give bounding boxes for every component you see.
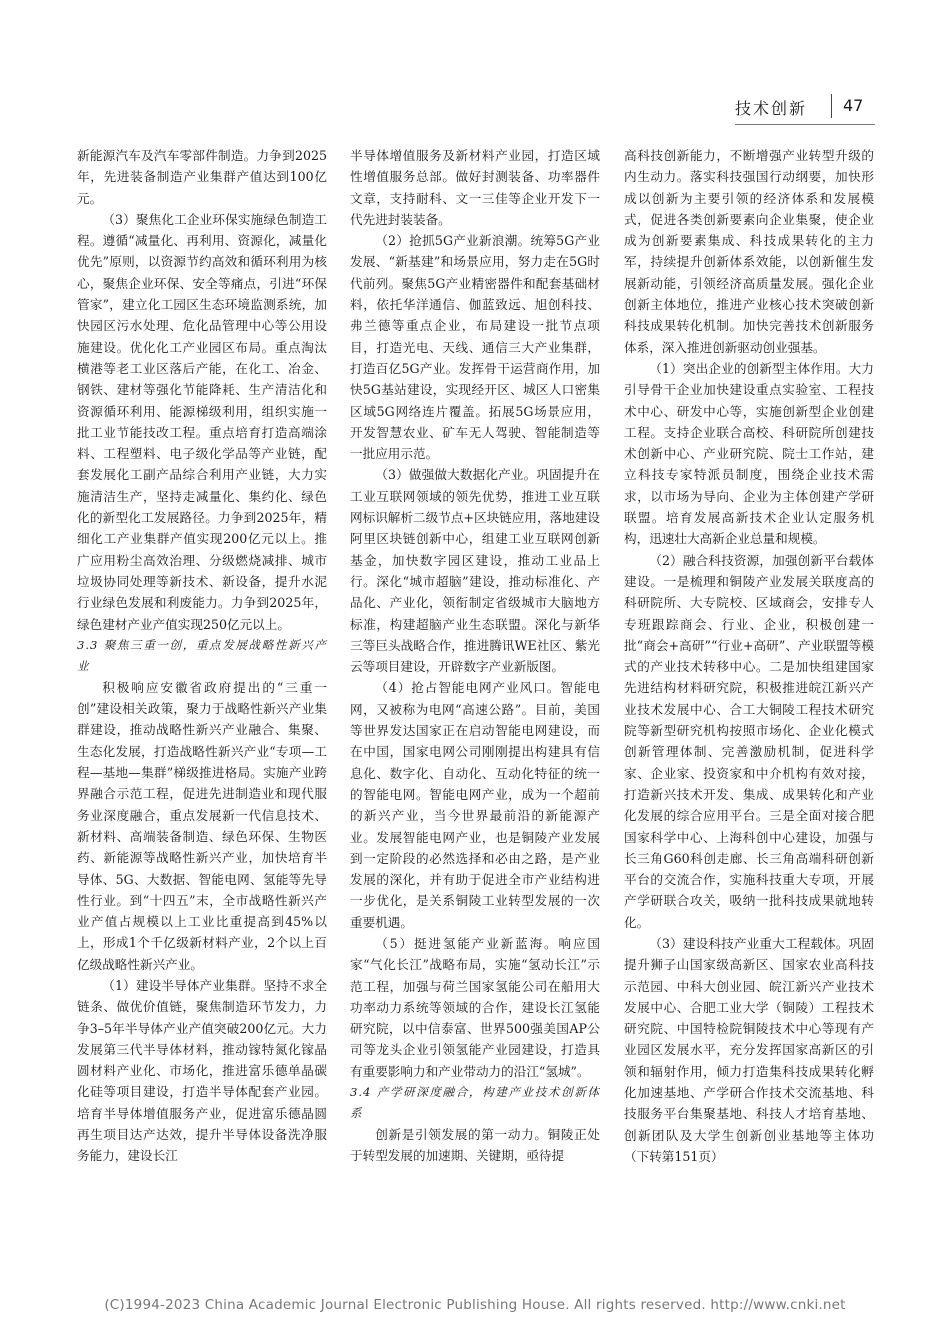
running-header (735, 94, 875, 124)
text-column-2 (350, 145, 600, 1167)
text-column-1 (77, 145, 327, 1167)
paragraph: 半导体增值服务及新材料产业园，打造区域性增值服务总部。做好封测装备、功率器件文章，支持耐科、文一三佳等企业开发下一代先进封装装备。 (350, 148, 600, 227)
section-heading: 3.3 聚焦三重一创，重点发展战略性新兴产业 (77, 637, 327, 673)
section-title: 技术创新 (735, 99, 808, 118)
header-rule (735, 124, 875, 125)
paragraph: 积极响应安徽省政府提出的“三重一创”建设相关政策，聚力于战略性新兴产业集群建设，推动战略性新兴产业融合、集聚、生态化发展，打造战略性新兴产业“专项—工程—基地—集群”梯级推进格局。实施产业跨界融合示范工程，促进先进制造业和现代服务业深度融合，重点发展新一代信息技术、新材料、高端装备制造、绿色环保、生物医药、新能源等战略性新兴产业，加快培育半导体、5G、大数据、智能电网、氢能等先导性行业。到“十四五”末，全市战略性新兴产业产值占规模以上工业比重提高到45%以上，形成1个千亿级新材料产业，2个以上百亿级战略性新兴产业。 (77, 679, 327, 972)
paragraph: 创新是引领发展的第一动力。铜陵正处于转型发展的加速期、关键期，亟待提 (350, 1127, 600, 1164)
header-divider (831, 94, 832, 118)
paragraph: （1）突出企业的创新型主体作用。大力引导骨干企业加快建设重点实验室、工程技术中心、研发中心等，实施创新型企业创建工程。支持企业联合高校、科研院所创建技术创新中心、产业研究院、院士工作站，建立科技专家特派员制度，围绕企业技术需求，以市场为导向、企业为主体创建产学研联盟。培育发展高新技术企业认定服务机构，迅速壮大高新企业总量和规模。 (624, 360, 874, 547)
page-number: 47 (843, 96, 864, 115)
paragraph: （5）挺进氢能产业新蓝海。响应国家“气化长江”战略布局，实施“氢动长江”示范工程，加强与荷兰国家氢能公司在船用大功率动力系统等领域的合作，建设长江氢能研究院，以中信泰富、世界500强美国AP公司等龙头企业引领氢能产业园建设，打造具有重要影响力和产业带动力的沿江“氢城”。 (350, 935, 600, 1079)
paragraph: 新能源汽车及汽车零部件制造。力争到2025年，先进装备制造产业集群产值达到100亿元。 (77, 148, 327, 206)
text-column-3 (624, 145, 874, 1167)
paragraph: （3）聚焦化工企业环保实施绿色制造工程。遵循“减量化、再利用、资源化，减量化优先”原则，以资源节约高效和循环利用为核心，聚焦企业环保、安全等痛点，引进“环保管家”，建立化工园区生态环境监测系统，加快园区污水处理、危化品管理中心等公用设施建设。优化化工产业园区布局。重点淘汰横港等老工业区落后产能，在化工、冶金、钢铁、建材等强化节能降耗、生产清洁化和资源循环利用、能源梯级利用，组织实施一批工业节能技改工程。重点培育打造高端涂料、工程塑料、电子级化学品等产业链，配套发展化工副产品综合利用产业链，大力实施清洁生产，坚持走减量化、集约化、绿色化的新型化工发展路径。力争到2025年，精细化工产业集群产值实现200亿元以上。推广应用粉尘高效治理、分级燃烧减排、城市垃圾协同处理等新技术、新设备，提升水泥行业绿色发展和利废能力。力争到2025年，绿色建材产业产值实现250亿元以上。 (77, 211, 327, 632)
paragraph: （2）抢抓5G产业新浪潮。统筹5G产业发展、“新基建”和场景应用，努力走在5G时代前列。聚焦5G产业精密器件和配套基础材料，依托华洋通信、伽蓝致远、旭创科技、弗兰德等重点企业，布局建设一批节点项目，打造光电、天线、通信三大产业集群，打造百亿5G产业。发挥骨干运营商作用，加快5G基站建设，实现经开区、城区人口密集区域5G网络连片覆盖。拓展5G场景应用，开发智慧农业、矿车无人驾驶、智能制造等一批应用示范。 (350, 233, 600, 462)
paragraph: （1）建设半导体产业集群。坚持不求全链条、做优价值链，聚焦制造环节发力，力争3–5年半导体产业产值突破200亿元。大力发展第三代半导体材料，推动镓特氮化镓晶圆材料产业化、市场化，推进富乐德单晶碳化硅等项目建设，打造半导体配套产业园。培育半导体增值服务产业，促进富乐德晶圆再生项目达产达效，提升半导体设备洗净服务能力，建设长江 (77, 977, 327, 1164)
paragraph: 高科技创新能力，不断增强产业转型升级的内生动力。落实科技强国行动纲要，加快形成以创新为主要引领的经济体系和发展模式，促进各类创新要素向企业集聚，使企业成为创新要素集成、科技成果转化的主力军，持续提升创新体系效能，以创新催生发展新动能，引领经济高质量发展。强化企业创新主体地位，推进产业核心技术突破创新科技成果转化机制。加快完善技术创新服务体系，深入推进创新驱动创业强基。 (624, 148, 874, 355)
section-heading: 3.4 产学研深度融合，构建产业技术创新体系 (350, 1085, 600, 1121)
paragraph: （3）做强做大数据化产业。巩固提升在工业互联网领域的领先优势，推进工业互联网标识解析二级节点+区块链应用，落地建设阿里区块链创新中心，组建工业互联网创新基金，加快数字园区建设，推动工业品上行。深化“城市超脑”建设，推动标准化、产品化、产业化，领衔制定省级城市大脑地方标准，构建超脑产业生态联盟。深化与新华三等巨头战略合作，推进腾讯WE社区、紫光云等项目建设，开辟数字产业新版图。 (350, 467, 600, 675)
paragraph: （2）融合科技资源，加强创新平台载体建设。一是梳理和铜陵产业发展关联度高的科研院所、大专院校、区域商会，安排专人专班跟踪商会、行业、企业，积极创建一批“商会+高研”“行业+高研”、产业联盟等模式的产业技术转移中心。二是加快组建国家先进结构材料研究院，积极推进皖江新兴产业技术发展中心、合工大铜陵工程技术研究院等新型研究机构按照市场化、企业化模式创新管理体制、完善激励机制，促进科学家、企业家、投资家和中介机构有效对接，打造新兴技术开发、集成、成果转化和产业化发展的综合应用平台。三是全面对接合肥国家科学中心、上海科创中心建设，加强与长三角G60科创走廊、长三角高端科研创新平台的交流合作，实施科技重大专项，开展产学研联合攻关，吸纳一批科技成果就地转化。 (624, 552, 874, 930)
copyright-footer: (C)1994-2023 China Academic Journal Electronic Publishing House. All rights reserved. http://www.cnki.net (104, 1297, 846, 1313)
paragraph: （4）抢占智能电网产业风口。智能电网，又被称为电网“高速公路”。目前，美国等世界发达国家正在启动智能电网建设，而在中国，国家电网公司刚刚提出构建具有信息化、数字化、自动化、互动化特征的统一的智能电网。智能电网产业，成为一个超前的新兴产业，当今世界最前沿的新能源产业。发展智能电网产业，也是铜陵产业发展到一定阶段的必然选择和必由之路，是产业发展的深化，并有助于促进全市产业结构进一步优化，是关系铜陵工业转型发展的一次重要机遇。 (350, 680, 600, 930)
paragraph: （3）建设科技产业重大工程载体。巩固提升狮子山国家级高新区、国家农业高科技示范园、中科大创业园、皖江新兴产业技术发展中心、合肥工业大学（铜陵）工程技术研究院、中国特检院铜陵技术中心等现有产业园区发展水平，充分发挥国家高新区的引领和辐射作用，倾力打造集科技成果转化孵化加速基地、产学研合作技术交流基地、科技服务平台集聚基地、科技人才培育基地、创新团队及大学生创新创业基地等主体功（下转第151页） (624, 935, 874, 1164)
